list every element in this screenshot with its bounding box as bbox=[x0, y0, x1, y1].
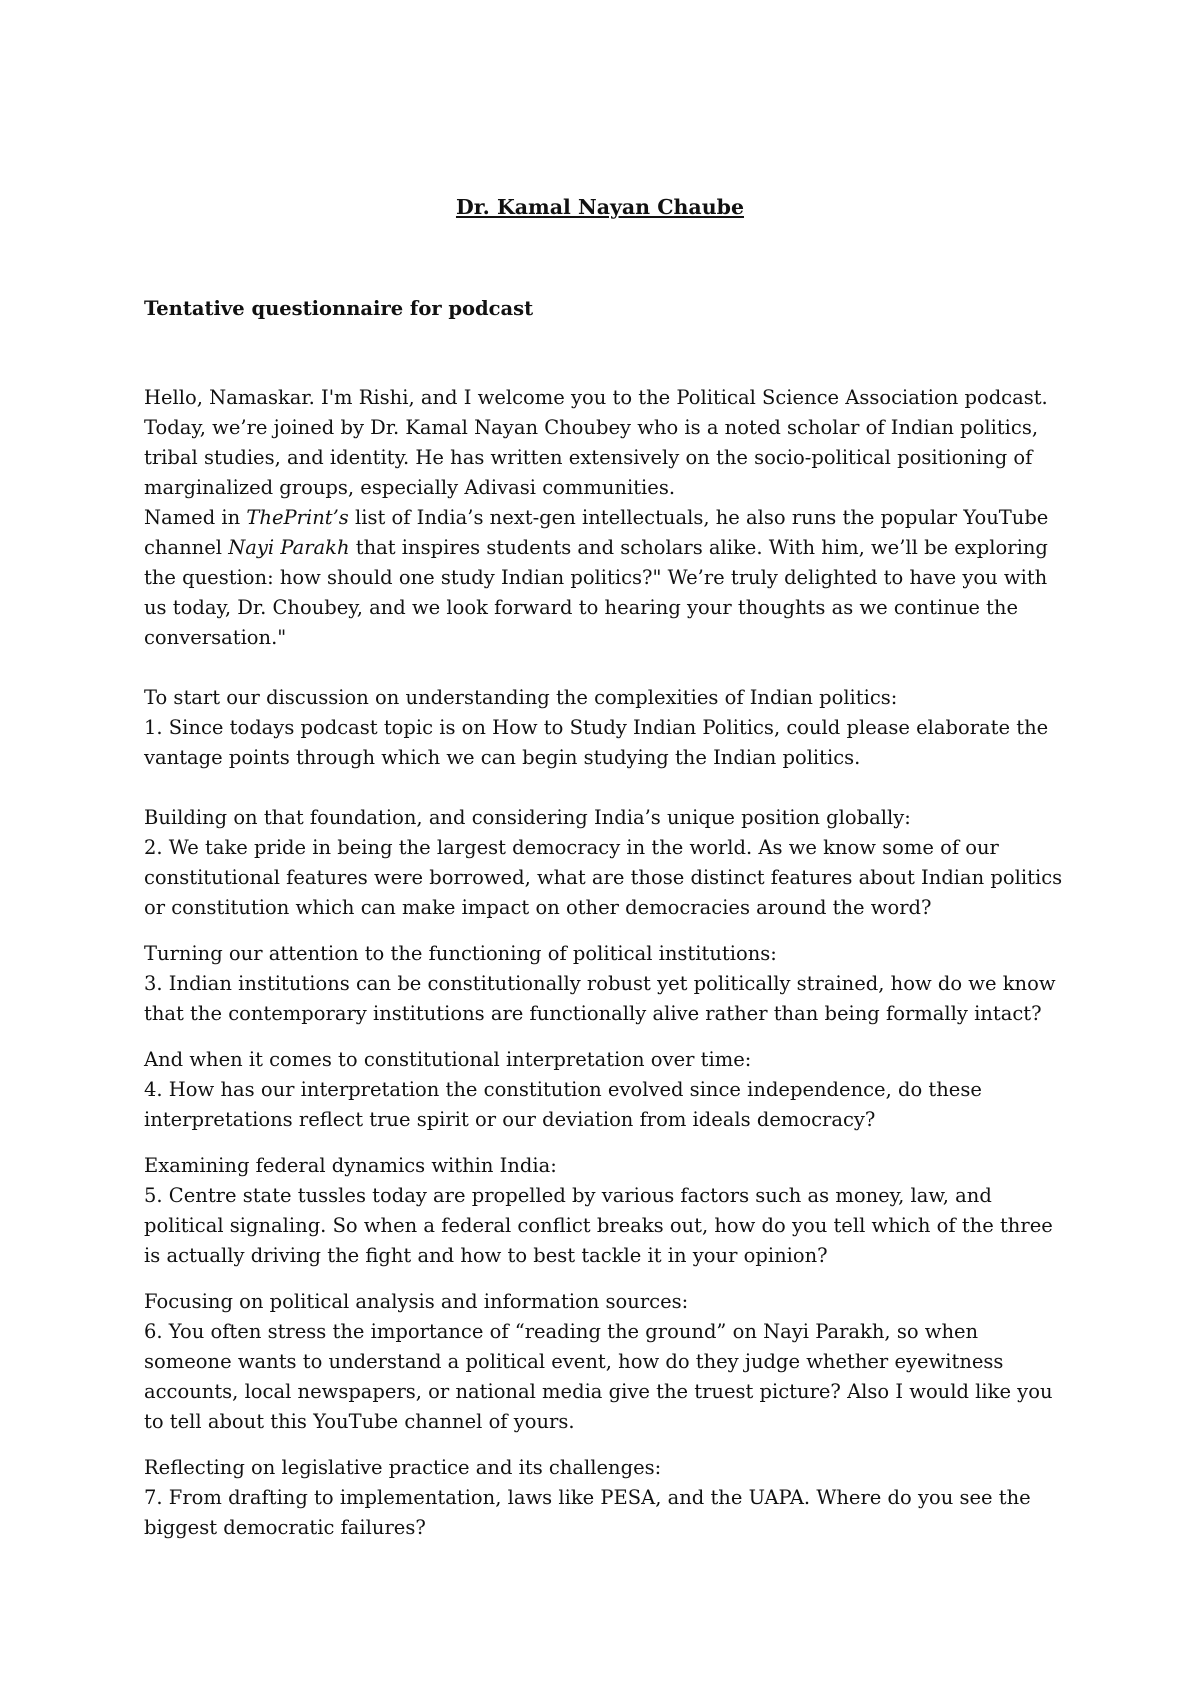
spacer bbox=[144, 1135, 1064, 1151]
intro-text-segment: that inspires students and scholars alike. With him, we’ll be exploring the question: how should one study Indian politics?" We’re truly delighted to have you with us today, Dr. Choubey, and we look forward to hearing your thoughts as we continue the conversation." bbox=[144, 536, 1048, 649]
document-body bbox=[144, 383, 1064, 1543]
question-text: 1. Since todays podcast topic is on How to Study Indian Politics, could please elaborate the vantage points through which we can begin studying the Indian politics. bbox=[144, 716, 1049, 769]
spacer bbox=[144, 1029, 1064, 1045]
question-lead: Building on that foundation, and considering India’s unique position globally: bbox=[144, 806, 911, 829]
question-block-4 bbox=[144, 1045, 1064, 1135]
question-lead: Focusing on political analysis and information sources: bbox=[144, 1290, 689, 1313]
question-lead: Turning our attention to the functioning of political institutions: bbox=[144, 942, 777, 965]
question-text: 4. How has our interpretation the constitution evolved since independence, do these interpretations reflect true spirit or our deviation from ideals democracy? bbox=[144, 1078, 982, 1131]
question-lead: Examining federal dynamics within India: bbox=[144, 1154, 557, 1177]
intro-paragraph-2 bbox=[144, 503, 1064, 653]
spacer bbox=[144, 1437, 1064, 1453]
question-text: 7. From drafting to implementation, laws like PESA, and the UAPA. Where do you see the biggest democratic failures? bbox=[144, 1486, 1031, 1539]
question-block-1 bbox=[144, 683, 1064, 773]
channel-name: Nayi Parakh bbox=[228, 536, 350, 559]
intro-text-segment: Named in bbox=[144, 506, 247, 529]
question-block-3 bbox=[144, 939, 1064, 1029]
question-block-2 bbox=[144, 803, 1064, 923]
spacer bbox=[144, 773, 1064, 803]
publication-name: ThePrint’s bbox=[246, 506, 349, 529]
document-title: Dr. Kamal Nayan Chaube bbox=[455, 195, 744, 219]
question-block-7 bbox=[144, 1453, 1064, 1543]
question-text: 5. Centre state tussles today are propelled by various factors such as money, law, and political signaling. So when a federal conflict breaks out, how do you tell which of the three is actually driving the fight and how to best tackle it in your opinion? bbox=[144, 1184, 1053, 1267]
question-block-5 bbox=[144, 1151, 1064, 1271]
question-lead: And when it comes to constitutional interpretation over time: bbox=[144, 1048, 752, 1071]
spacer bbox=[144, 923, 1064, 939]
spacer bbox=[144, 1271, 1064, 1287]
question-lead: To start our discussion on understanding the complexities of Indian politics: bbox=[144, 686, 898, 709]
question-lead: Reflecting on legislative practice and its challenges: bbox=[144, 1456, 662, 1479]
question-text: 3. Indian institutions can be constitutionally robust yet politically strained, how do we know that the contemporary institutions are functionally alive rather than being formally intact? bbox=[144, 972, 1056, 1025]
question-block-6 bbox=[144, 1287, 1064, 1437]
question-text: 6. You often stress the importance of “reading the ground” on Nayi Parakh, so when someone wants to understand a political event, how do they judge whether eyewitness accounts, local newspapers, or national media give the truest picture? Also I would like you to tell about this YouTube channel of yours. bbox=[144, 1320, 1053, 1433]
intro-text-segment: list of India’s next-gen intellectuals, he also runs the popular YouTube channel bbox=[144, 506, 1049, 559]
spacer bbox=[144, 653, 1064, 683]
intro-paragraph-1: Hello, Namaskar. I'm Rishi, and I welcome you to the Political Science Association podcast. Today, we’re joined by Dr. Kamal Nayan Choubey who is a noted scholar of Indian politics, tribal studies, and identity. He has written extensively on the socio-political positioning of marginalized groups, especially Adivasi communities. bbox=[144, 386, 1048, 499]
document-subtitle: Tentative questionnaire for podcast bbox=[144, 297, 534, 320]
question-text: 2. We take pride in being the largest democracy in the world. As we know some of our constitutional features were borrowed, what are those distinct features about Indian politics or constitution which can make impact on other democracies around the word? bbox=[144, 836, 1063, 919]
